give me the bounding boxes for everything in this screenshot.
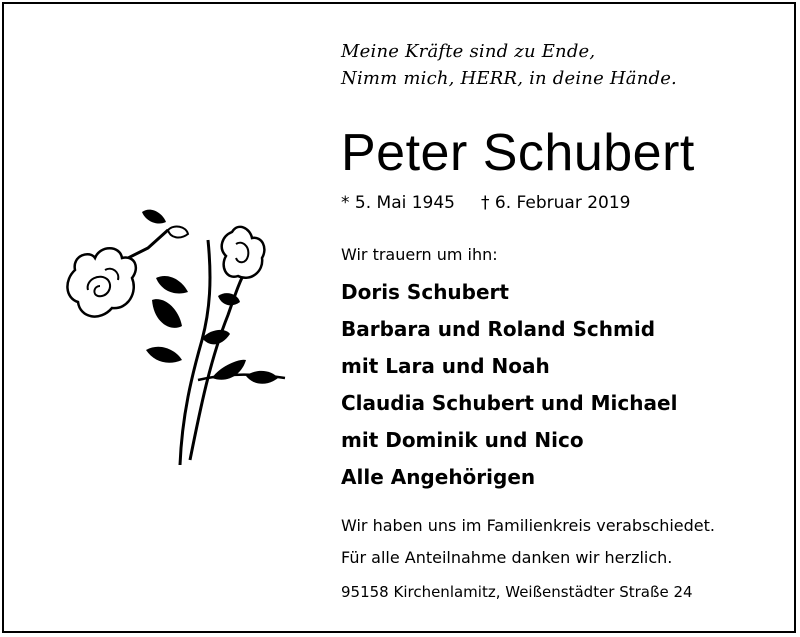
death-date: † 6. Februar 2019 bbox=[481, 193, 631, 213]
life-dates bbox=[341, 191, 630, 215]
birth-date: * 5. Mai 1945 bbox=[341, 193, 456, 213]
address: 95158 Kirchenlamitz, Weißenstädter Straße 24 bbox=[341, 583, 693, 601]
mourner-line: Doris Schubert bbox=[341, 280, 509, 304]
verse-line-1: Meine Kräfte sind zu Ende, bbox=[341, 41, 596, 62]
verse-line-2: Nimm mich, HERR, in deine Hände. bbox=[341, 68, 677, 89]
mourning-intro: Wir trauern um ihn: bbox=[341, 245, 498, 264]
mourner-line: Alle Angehörigen bbox=[341, 465, 536, 489]
closing-text bbox=[341, 514, 715, 570]
closing-line-1: Wir haben uns im Familienkreis verabschiedet. bbox=[341, 516, 715, 535]
mourner-line: Claudia Schubert und Michael bbox=[341, 391, 678, 415]
mourner-line: mit Dominik und Nico bbox=[341, 428, 584, 452]
roses-illustration bbox=[50, 200, 300, 470]
closing-line-2: Für alle Anteilnahme danken wir herzlich. bbox=[341, 548, 673, 567]
mourners-list bbox=[341, 277, 677, 499]
verse bbox=[341, 38, 677, 92]
mourner-line: mit Lara und Noah bbox=[341, 354, 550, 378]
deceased-name: Peter Schubert bbox=[341, 124, 695, 182]
mourner-line: Barbara und Roland Schmid bbox=[341, 317, 656, 341]
